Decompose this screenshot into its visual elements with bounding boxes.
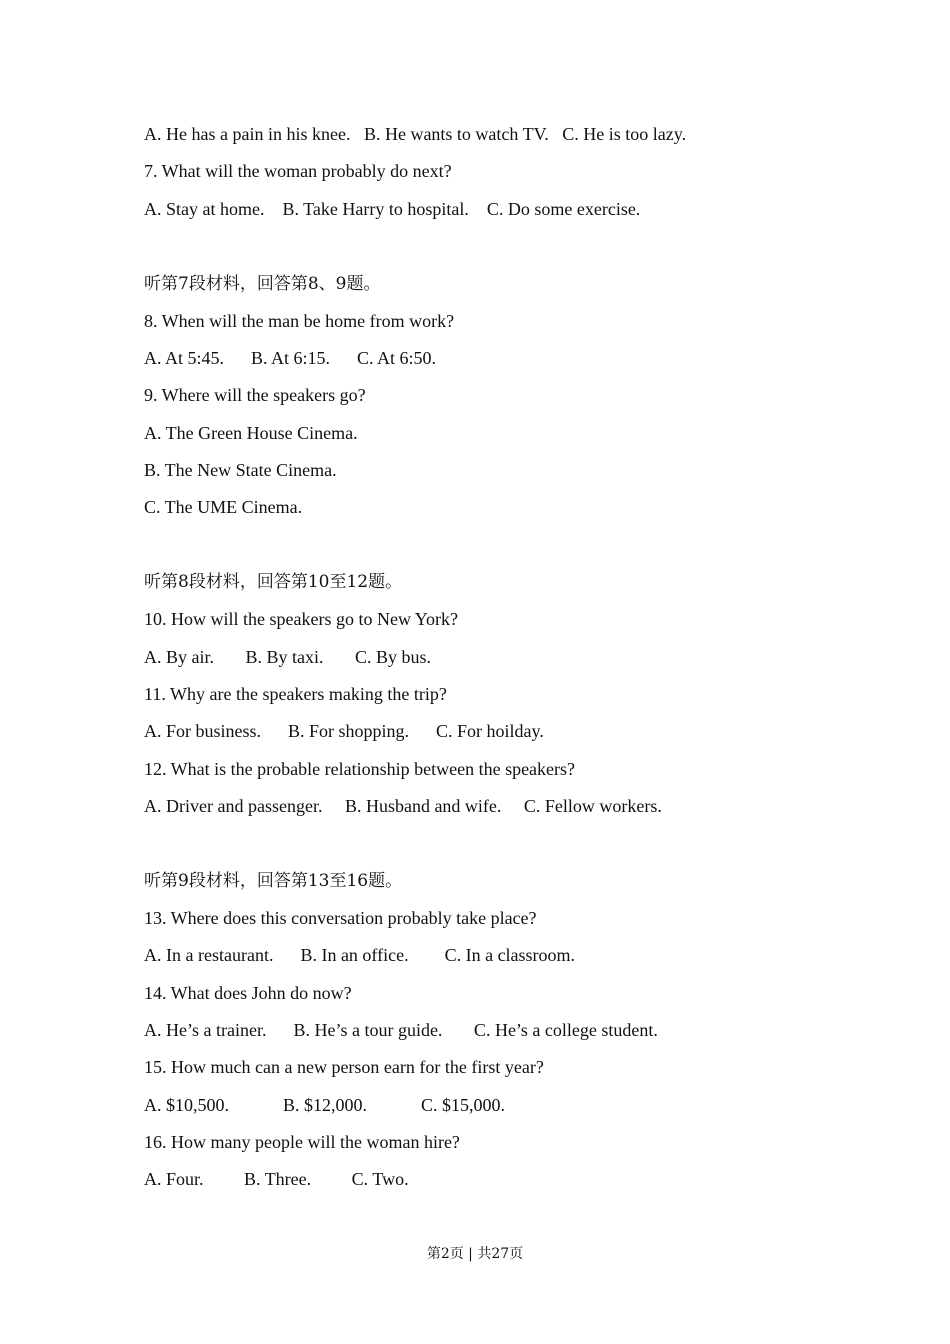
q12-question: 12. What is the probable relationship between the speakers?: [144, 759, 576, 779]
q9-option-a: A. The Green House Cinema.: [144, 423, 358, 443]
q14-question: 14. What does John do now?: [144, 983, 352, 1003]
q13-options: A. In a restaurant. B. In an office. C. In a classroom.: [144, 945, 576, 965]
q9-option-b: B. The New State Cinema.: [144, 460, 337, 480]
q16-options: A. Four. B. Three. C. Two.: [144, 1169, 409, 1189]
q12-options: A. Driver and passenger. B. Husband and wife. C. Fellow workers.: [144, 796, 662, 816]
q7-question: 7. What will the woman probably do next?: [144, 161, 452, 181]
q8-options: A. At 5:45. B. At 6:15. C. At 6:50.: [144, 348, 437, 368]
q9-option-c: C. The UME Cinema.: [144, 497, 303, 517]
q9-question: 9. Where will the speakers go?: [144, 385, 366, 405]
page-footer: 第2页 | 共27页: [426, 1246, 524, 1262]
section-7-instruction: 听第7段材料，回答第8、9题。: [144, 274, 381, 294]
q6-options: A. He has a pain in his knee. B. He wants to watch TV. C. He is too lazy.: [144, 124, 687, 144]
q8-question: 8. When will the man be home from work?: [144, 311, 455, 331]
q7-options: A. Stay at home. B. Take Harry to hospital. C. Do some exercise.: [144, 199, 641, 219]
q16-question: 16. How many people will the woman hire?: [144, 1132, 460, 1152]
q13-question: 13. Where does this conversation probably take place?: [144, 908, 537, 928]
section-9-instruction: 听第9段材料，回答第13至16题。: [144, 871, 403, 891]
q15-question: 15. How much can a new person earn for the first year?: [144, 1057, 544, 1077]
section-8-instruction: 听第8段材料，回答第10至12题。: [144, 572, 403, 592]
q14-options: A. He’s a trainer. B. He’s a tour guide. C. He’s a college student.: [144, 1020, 658, 1040]
q10-options: A. By air. B. By taxi. C. By bus.: [144, 647, 432, 667]
q15-options: A. $10,500. B. $12,000. C. $15,000.: [144, 1095, 506, 1115]
q11-question: 11. Why are the speakers making the trip?: [144, 684, 447, 704]
q10-question: 10. How will the speakers go to New York?: [144, 609, 458, 629]
q11-options: A. For business. B. For shopping. C. For hoilday.: [144, 721, 544, 741]
